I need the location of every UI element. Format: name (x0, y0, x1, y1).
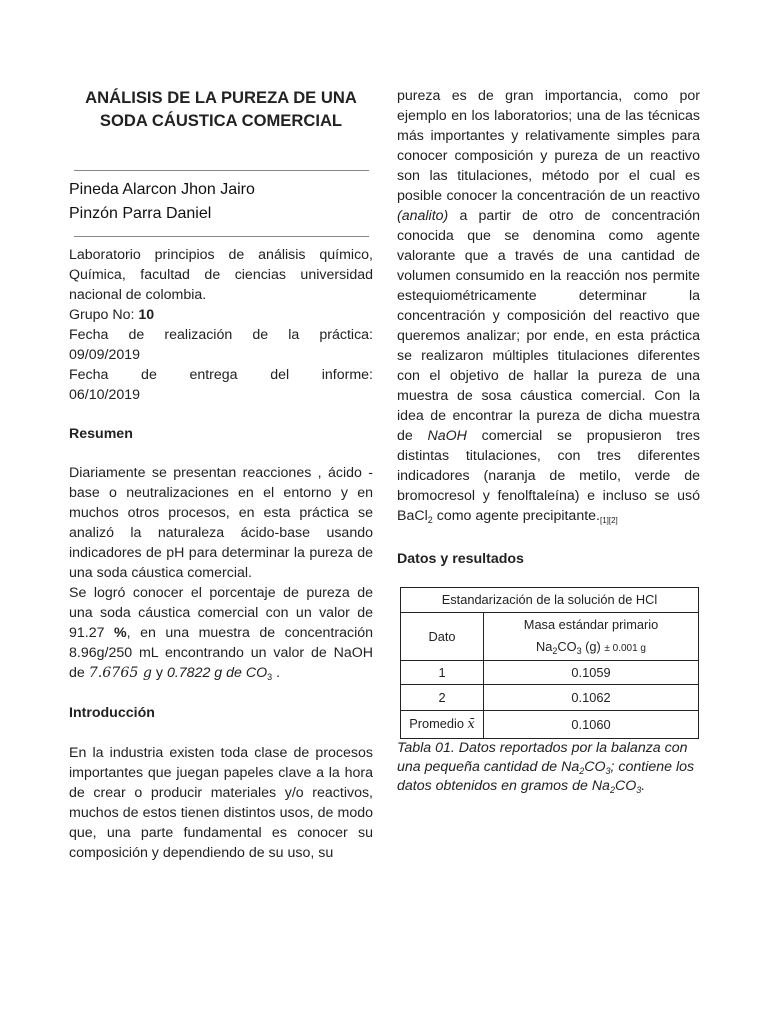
group-label: Grupo No: (69, 307, 139, 323)
caption-b: CO (584, 759, 606, 775)
intro-cont-d: como agente precipitante. (432, 508, 600, 524)
co3-value: 0.7822 g de CO (166, 665, 268, 681)
masa-header-line2 (484, 636, 698, 660)
caption-c: ; contiene los datos obtenidos en gramos de Na (397, 759, 695, 794)
percent-sign: % (114, 625, 127, 641)
author-2: Pinzón Parra Daniel (69, 205, 212, 222)
unit-label: (g) (581, 638, 605, 654)
na-symbol: Na (536, 638, 553, 654)
uncertainty-label: ± 0.001 g (604, 642, 646, 654)
table-title: Estandarización de la solución de HCl (401, 588, 699, 613)
masa-header-line1: Masa estándar primario (523, 616, 659, 632)
na-subscript: 2 (552, 645, 558, 656)
caption-e: . (641, 778, 646, 794)
group-line (69, 305, 373, 325)
datos-heading: Datos y resultados (397, 551, 524, 567)
intro-cont-a: pureza es de gran importancia, como por ejemplo en los laboratorios; una de las técnicas más importantes y relativamente simples para conocer composición y pureza de un reactivo son las titulaciones, método por el cual es posible conocer la concentración de un reactivo (397, 88, 700, 204)
intro-cont-b: a partir de otro de concentración conocida que se denomina como agente valorante que a través de una cantidad de volumen consumido en la reacción nos permite estequiométricamente determinar la concentración y composición del reactivo que queremos analizar; por ende, en esta práctica se realizaron múltiples titulaciones diferentes con el objetivo de hallar la pureza de una muestra de sosa cáustica comercial. Con la idea de encontrar la pureza de dicha muestra de (397, 208, 700, 444)
intro-cont-c: comercial se propusieron tres distintas titulaciones, con tres diferentes indicadores (naranja de metilo, verde de bromocresol y fenolftaleína) e incluso se usó BaCl (397, 428, 700, 524)
affiliation: Laboratorio principios de análisis químico, Química, facultad de ciencias universidad nacional de colombia. (69, 247, 373, 303)
co3-subscript: 3 (267, 672, 273, 682)
caption-sub-1: 2 (579, 766, 585, 776)
row-1-masa: 0.1059 (484, 661, 699, 685)
resumen-heading: Resumen (69, 426, 133, 442)
row-2-masa: 0.1062 (484, 685, 699, 711)
caption-sub-3: 2 (609, 785, 615, 795)
author-1: Pineda Alarcon Jhon Jairo (69, 181, 255, 198)
table-row (401, 661, 699, 685)
resumen-paragraph-2 (69, 583, 373, 683)
naoh-value: 7.6765 g (88, 665, 152, 681)
average-value: 0.1060 (484, 711, 699, 739)
average-label (401, 711, 484, 739)
column-header-dato: Dato (401, 613, 484, 661)
caption-sub-2: 3 (605, 766, 611, 776)
row-2-dato: 2 (401, 685, 484, 711)
citation: [1][2] (599, 516, 618, 525)
resumen-paragraph-1: Diariamente se presentan reacciones , ácido - base o neutralizaciones en el entorno y en muchos otros procesos, en esta práctica se analizó la naturaleza ácido-base usando indicadores de pH para determinar la pureza de una soda cáustica comercial. (69, 465, 373, 581)
data-table (400, 587, 699, 739)
group-value: 10 (138, 307, 155, 323)
caption-sub-4: 3 (636, 785, 642, 795)
row-1-dato: 1 (401, 661, 484, 685)
practice-date-label: Fecha de realización de la práctica: (69, 327, 373, 343)
resumen-text-a: Se logró conocer el porcentaje de pureza de una soda cáustica comercial con un valor de 91.27 (69, 585, 373, 641)
delivery-date: 06/10/2019 (69, 387, 141, 403)
column-header-masa (484, 613, 699, 661)
resumen-text-c: y (151, 665, 167, 681)
analito-term: (analito) (397, 208, 449, 224)
right-column (397, 86, 700, 796)
mean-symbol: x̄ (467, 717, 475, 732)
bacl-subscript: 2 (427, 515, 433, 525)
caption-a: Tabla 01. Datos reportados por la balanza con una pequeña cantidad de Na (397, 740, 688, 775)
resumen-end: . (272, 665, 281, 681)
resumen-text-b: , en una muestra de concentración 8.96g/250 mL encontrando un valor de NaOH de (69, 625, 373, 681)
left-column (69, 86, 373, 863)
table-row-average (401, 711, 699, 739)
intro-continuation (397, 86, 700, 531)
co-symbol: CO (557, 638, 577, 654)
intro-paragraph: En la industria existen toda clase de procesos importantes que juegan papeles clave a la hora de crear o producir materiales y/o reactivos, muchos de estos tienen distintos usos, de modo que, una parte fundamental es conocer su composición y dependiendo de su uso, su (69, 745, 373, 861)
intro-heading: Introducción (69, 705, 155, 721)
delivery-date-label: Fecha de entrega del informe: (69, 367, 373, 383)
table-caption (397, 739, 700, 796)
paper-title: ANÁLISIS DE LA PUREZA DE UNA SODA CÁUSTICA COMERCIAL (85, 88, 357, 130)
table-row (401, 685, 699, 711)
caption-d: CO (614, 778, 637, 794)
practice-date: 09/09/2019 (69, 347, 141, 363)
naoh-term: NaOH (427, 428, 467, 444)
co-subscript: 3 (576, 645, 582, 656)
average-label-text: Promedio (409, 716, 468, 731)
